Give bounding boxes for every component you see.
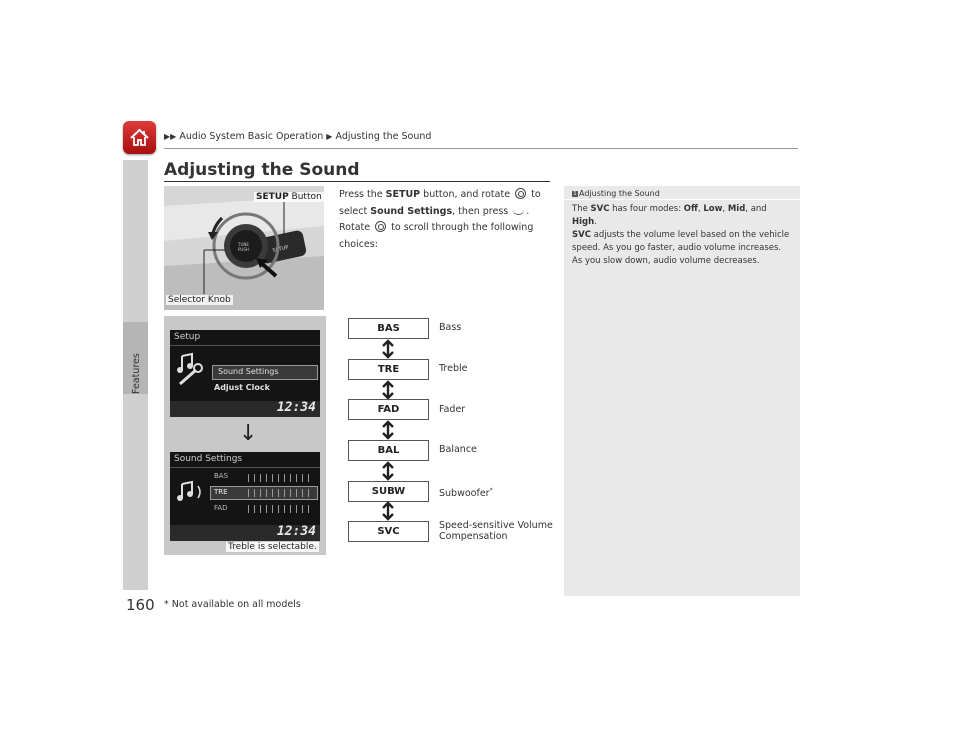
breadcrumb: [164, 131, 431, 142]
rotate-knob-icon: [515, 188, 526, 199]
instructions-text: Press the SETUP button, and rotate to select Sound Settings, then press . Rotate to scroll through the following choices:: [339, 189, 541, 250]
mode-box-bal: BAL: [348, 440, 429, 461]
svg-text:TUNE: TUNE: [238, 242, 249, 247]
mode-box-svc: SVC: [348, 521, 429, 542]
arrow-down-icon: ↓: [239, 421, 258, 446]
double-arrow-icon: [378, 461, 398, 481]
mode-desc-balance: Balance: [439, 444, 477, 455]
svg-text:SETUP: SETUP: [272, 244, 289, 254]
svg-text:PUSH: PUSH: [238, 247, 249, 252]
note-divider: [564, 199, 800, 200]
home-button[interactable]: [123, 121, 156, 154]
sound-settings-screen: [170, 452, 320, 541]
press-knob-icon: [513, 205, 524, 215]
clock-display: 12:34: [276, 524, 316, 539]
clock-display: 12:34: [276, 400, 316, 415]
mode-desc-svc: Speed-sensitive Volume Compensation: [439, 520, 553, 542]
side-tab-label: Features: [131, 353, 142, 394]
mode-box-tre: TRE: [348, 359, 429, 380]
double-arrow-icon: [378, 339, 398, 359]
header-divider: [164, 148, 798, 149]
mode-desc-fader: Fader: [439, 404, 466, 415]
sound-row-bas[interactable]: BAS: [214, 472, 229, 480]
breadcrumb-link-audio[interactable]: Audio System Basic Operation: [179, 131, 324, 142]
audio-settings-icon: [176, 352, 208, 386]
mode-desc-subwoofer: Subwoofer*: [439, 487, 493, 500]
breadcrumb-arrow-icon: ▶: [326, 132, 333, 141]
sound-screen-title: Sound Settings: [174, 454, 243, 464]
menu-item-adjust-clock[interactable]: Adjust Clock: [214, 383, 270, 392]
sound-row-tre[interactable]: TRE: [214, 488, 228, 496]
breadcrumb-current[interactable]: Adjusting the Sound: [335, 131, 432, 142]
double-arrow-icon: [378, 380, 398, 400]
bas-level-scale: [248, 474, 314, 482]
tre-level-scale: [248, 489, 314, 497]
screen-title-divider: [170, 467, 320, 468]
mode-box-subw: SUBW: [348, 481, 429, 502]
setup-screen-title: Setup: [174, 332, 201, 342]
note-body: The SVC has four modes: Off, Low, Mid, and High. SVC adjusts the volume level based on the vehicle speed. As you go faster, audio volume increases. As you slow down, audio volume decreases.: [572, 204, 790, 266]
menu-item-sound-settings[interactable]: Sound Settings: [218, 367, 279, 376]
music-note-icon: [176, 480, 208, 508]
mode-desc-bass: Bass: [439, 322, 462, 333]
footnote: * Not available on all models: [164, 599, 301, 610]
treble-caption: Treble is selectable.: [228, 542, 317, 552]
mode-box-fad: FAD: [348, 399, 429, 420]
home-icon: [128, 126, 151, 149]
mode-desc-treble: Treble: [439, 363, 468, 374]
sound-row-fad[interactable]: FAD: [214, 504, 228, 512]
title-divider: [164, 181, 550, 182]
double-arrow-icon: [378, 501, 398, 521]
breadcrumb-arrow-icon: ▶▶: [164, 132, 177, 141]
note-icon: 1: [573, 191, 577, 197]
setup-screen: [170, 330, 320, 417]
rotate-knob-icon: [375, 221, 386, 232]
double-arrow-icon: [378, 420, 398, 440]
note-title: 1 Adjusting the Sound: [573, 189, 660, 198]
fad-level-scale: [248, 505, 314, 513]
page-number: 160: [126, 596, 155, 614]
screen-title-divider: [170, 345, 320, 346]
page-title: Adjusting the Sound: [164, 160, 360, 180]
knob-photo: [164, 186, 324, 310]
knob-illustration: [164, 186, 324, 310]
setup-button-label: SETUP Button: [256, 192, 322, 202]
mode-box-bas: BAS: [348, 318, 429, 339]
selector-knob-label: Selector Knob: [168, 295, 231, 305]
